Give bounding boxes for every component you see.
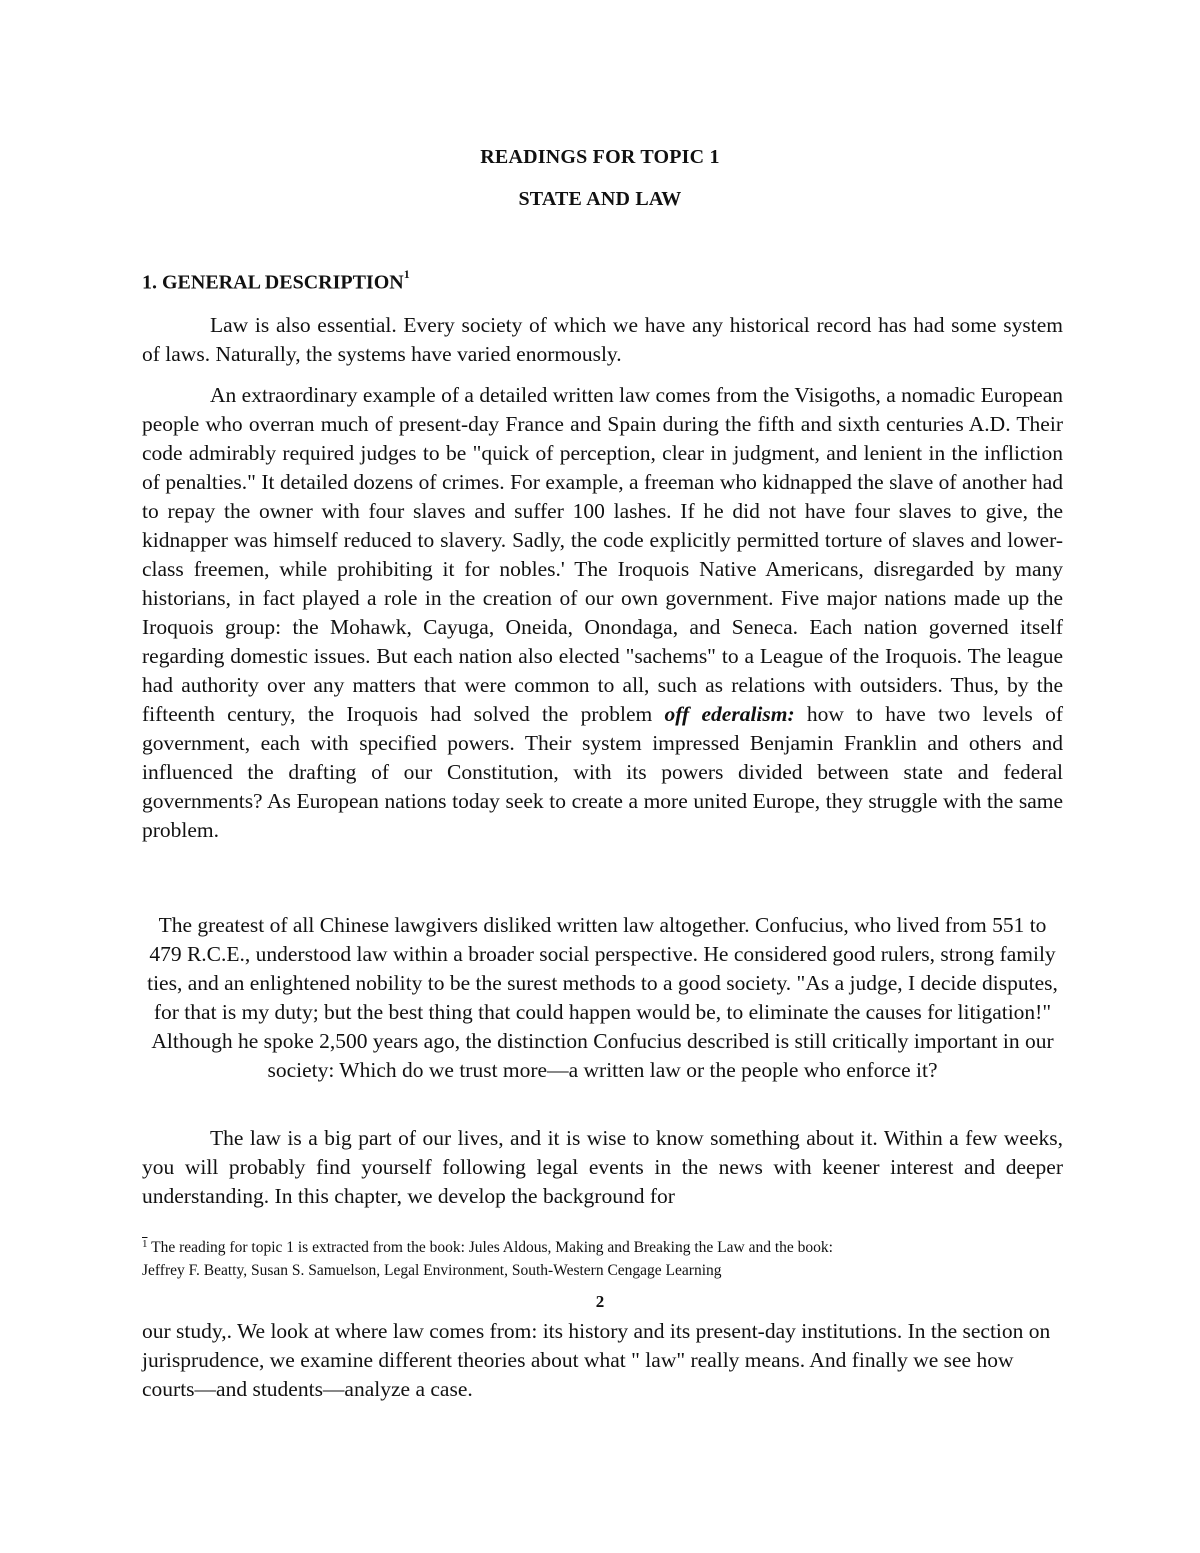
paragraph-law-in-lives: The law is a big part of our lives, and it is wise to know something about it. Within a few weeks, you will probably find yourself following legal events in the news with keener interest and deeper understanding. In this chapter, we develop the background for (142, 1126, 1063, 1208)
paragraph-text: An extraordinary example of a detailed written law comes from the Visigoths, a nomadic European people who overran much of present-day France and Spain during the fifth and sixth centuries A.D. Their code admirably required judges to be "quick of perception, clear in judgment, and lenient in the infliction of penalties." It detailed dozens of crimes. For example, a freeman who kidnapped the slave of another had to repay the owner with four slaves and suffer 100 lashes. If he did not have four slaves to give, the kidnapper was himself reduced to slavery. Sadly, the code explicitly permitted torture of slaves and lower-class freemen, while prohibiting it for nobles.' The Iroquois Native Americans, disregarded by many historians, in fact played a role in the creation of our own government. Five major nations made up the Iroquois group: the Mohawk, Cayuga, Oneida, Onondaga, and Seneca. Each nation governed itself regarding domestic issues. But each nation also elected "sachems" to a League of the Iroquois. The league had authority over any matters that were common to all, such as relations with outsiders. Thus, by the fifteenth century, the Iroquois had solved the problem (142, 383, 1063, 726)
paragraph-our-study: our study,. We look at where law comes from: its history and its present-day institutions. In the section on jurisprudence, we examine different theories about what " law" really means. And finally we see how courts—and students—analyze a case. (142, 1319, 1051, 1401)
page-number: 2 (595, 1292, 605, 1311)
section-heading-text: 1. GENERAL DESCRIPTION (142, 271, 404, 294)
document-title: READINGS FOR TOPIC 1 (480, 146, 720, 168)
footnote (142, 1237, 1063, 1281)
section-heading (142, 267, 410, 295)
emphasized-term: off ederalism: (664, 702, 795, 726)
paragraph-confucius: The greatest of all Chinese lawgivers disliked written law altogether. Confucius, who lived from 551 to 479 R.C.E., understood law within a broader social perspective. He considered good rulers, strong family ties, and an enlightened nobility to be the surest methods to a good society. "As a judge, I decide disputes, for that is my duty; but the best thing that could happen would be, to eliminate the causes for litigation!" Although he spoke 2,500 years ago, the distinction Confucius described is still critically important in our society: Which do we trust more—a written law or the people who enforce it? (147, 913, 1058, 1082)
footnote-line (142, 1237, 1063, 1260)
footnote-line: Jeffrey F. Beatty, Susan S. Samuelson, Legal Environment, South-Western Cengage Learning (142, 1262, 722, 1279)
document-subtitle: STATE AND LAW (518, 188, 682, 210)
paragraph-law-essential: Law is also essential. Every society of which we have any historical record has had some system of laws. Naturally, the systems have varied enormously. (142, 313, 1063, 366)
paragraph-text: how to have two levels of government, each with specified powers. Their system impressed Benjamin Franklin and others and influenced the drafting of our Constitution, with its powers divided between state and federal governments? As European nations today seek to create a more united Europe, they struggle with the same problem. (142, 702, 1063, 842)
footnote-text: The reading for topic 1 is extracted from the book: Jules Aldous, Making and Breaking the Law and the book: (151, 1239, 833, 1256)
footnote-mark: 1 (142, 1238, 148, 1250)
paragraph-visigoths-iroquois (142, 381, 1063, 845)
footnote-reference: 1 (403, 267, 410, 281)
